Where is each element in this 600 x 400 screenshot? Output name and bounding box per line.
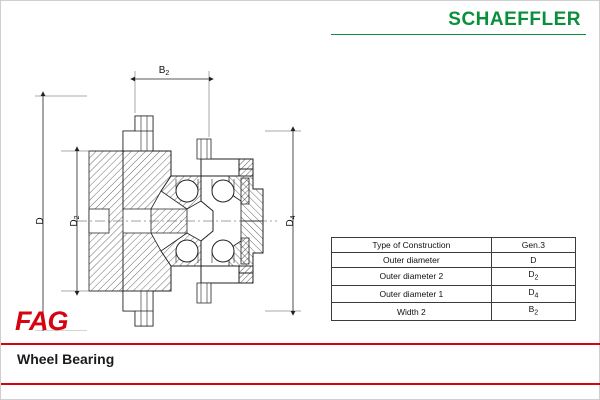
table-cell-value: $D_4$	[491, 285, 575, 303]
table-row	[332, 253, 576, 268]
footer-divider-bottom	[1, 383, 600, 385]
table-cell-label: Outer diameter 2	[332, 268, 492, 286]
table-cell-label: Type of Construction	[332, 238, 492, 253]
table-row	[332, 268, 576, 286]
wheel-bearing-drawing	[1, 41, 331, 331]
footer-divider-top	[1, 343, 600, 345]
table-row	[332, 285, 576, 303]
table-cell-value: $B_2$	[491, 303, 575, 321]
specification-table	[331, 237, 576, 321]
dimension-label-d2: $D_2$	[69, 215, 81, 227]
table-row	[332, 303, 576, 321]
fag-logo: FAG	[15, 306, 68, 336]
table-cell-label: Outer diameter	[332, 253, 492, 268]
dimension-label-d4: $D_4$	[285, 215, 297, 227]
brand-divider	[331, 34, 586, 35]
table-cell-label: Width 2	[332, 303, 492, 321]
table-cell-value: Gen.3	[491, 238, 575, 253]
dimension-label-d: D	[35, 217, 46, 225]
table-cell-value: $D_2$	[491, 268, 575, 286]
dimension-label-b2: $B_2$	[158, 65, 170, 77]
schaeffler-logo: SCHAEFFLER	[448, 9, 581, 30]
specification-table-body	[332, 238, 576, 321]
table-cell-label: Outer diameter 1	[332, 285, 492, 303]
table-row	[332, 238, 576, 253]
table-cell-value: D	[491, 253, 575, 268]
product-title: Wheel Bearing	[17, 351, 115, 367]
